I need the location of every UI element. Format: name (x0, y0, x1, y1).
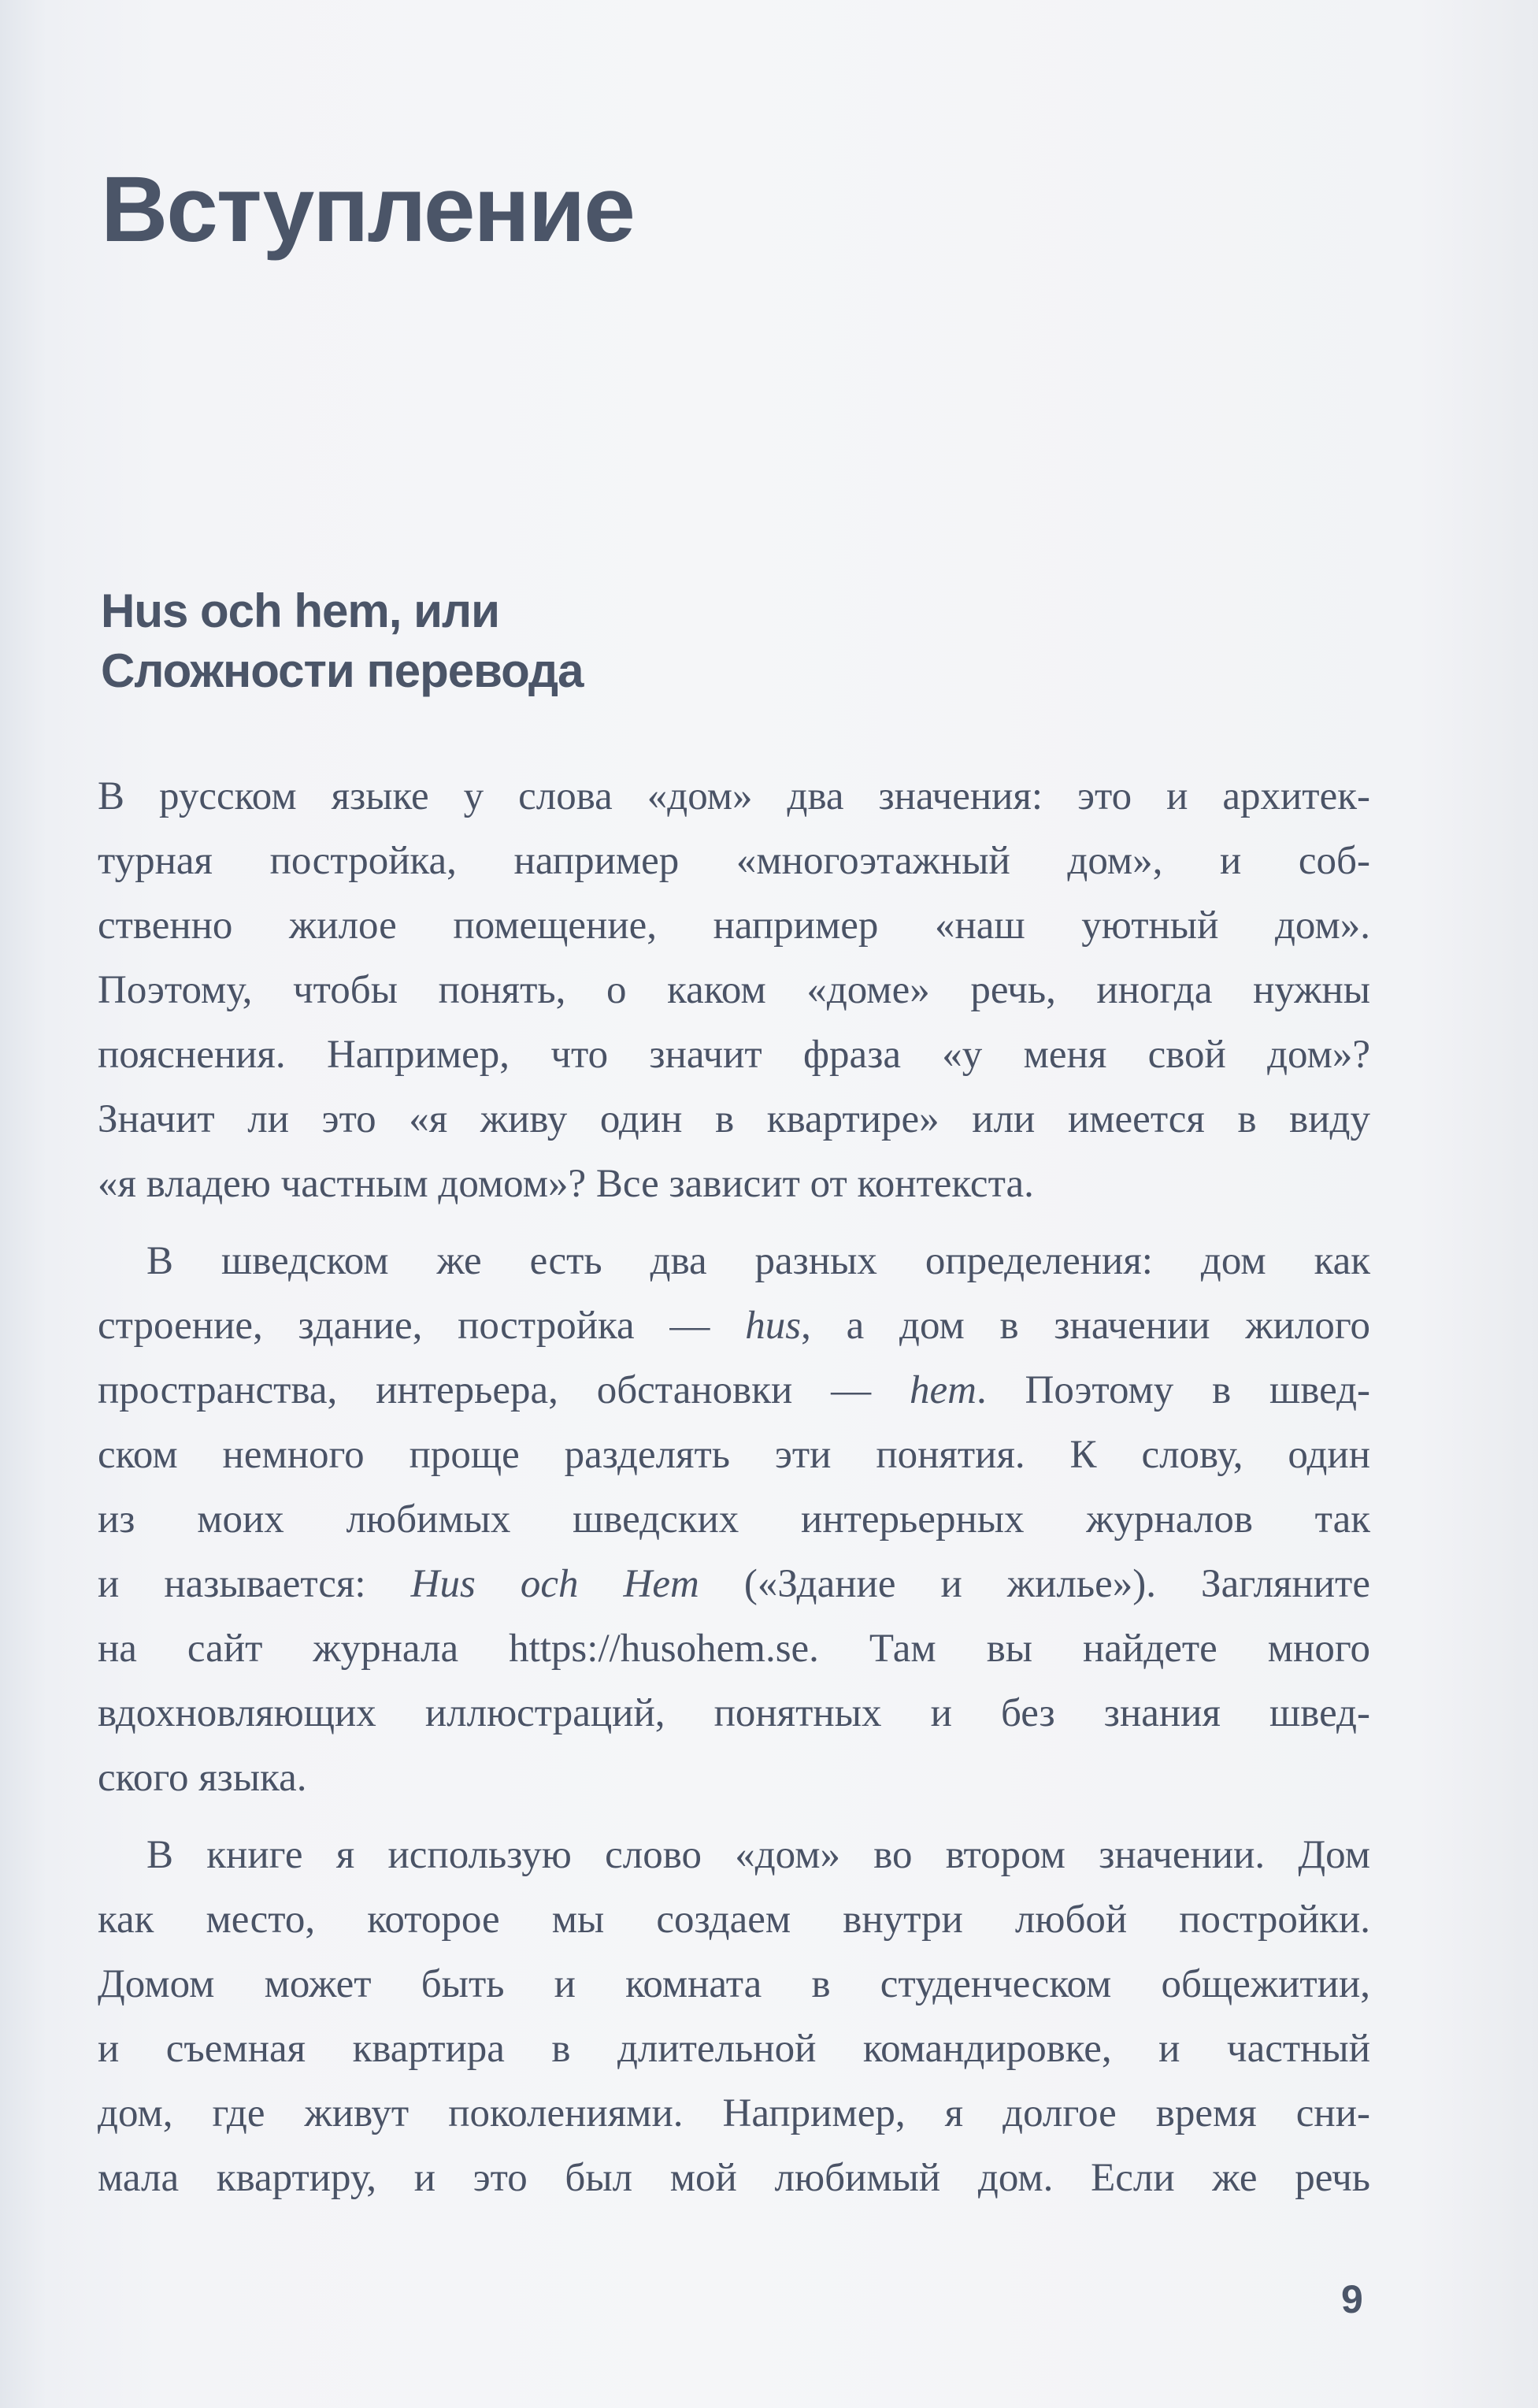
text-run: и называется: (98, 1562, 411, 1606)
text-line: вдохновляющих иллюстраций, понятных и без знания швед- (98, 1691, 1370, 1735)
chapter-title: Вступление (101, 158, 634, 262)
text-run: , а дом в значении жилого (801, 1304, 1371, 1348)
text-line: «я владею частным домом»? Все зависит от контекста. (98, 1162, 1034, 1206)
italic-magazine-title: Hus och Hem (410, 1562, 699, 1606)
text-line: Домом может быть и комната в студенческом общежитии, (98, 1962, 1370, 2006)
text-run: пространства, интерьера, обстановки — (98, 1368, 910, 1412)
text-line: Поэтому, чтобы понять, о каком «доме» речь, иногда нужны (98, 968, 1370, 1012)
text-line: как место, которое мы создаем внутри любой постройки. (98, 1898, 1370, 1942)
text-line: В шведском же есть два разных определения: дом как (146, 1239, 1370, 1283)
page-number: 9 (1341, 2277, 1363, 2321)
body-text (98, 764, 1370, 2210)
text-line: Значит ли это «я живу один в квартире» или имеется в виду (98, 1097, 1370, 1141)
text-run: . Поэтому в швед- (976, 1368, 1371, 1412)
text-line (98, 1293, 1370, 1358)
text-run: («Здание и жилье»). Загляните (699, 1562, 1370, 1606)
section-heading-line-2: Сложности перевода (101, 644, 584, 697)
text-line: мала квартиру, и это был мой любимый дом. Если же речь (98, 2156, 1370, 2200)
text-line: турная постройка, например «многоэтажный дом», и соб- (98, 839, 1370, 883)
text-line: ственно жилое помещение, например «наш уютный дом». (98, 903, 1370, 948)
text-line: В русском языке у слова «дом» два значения: это и архитек- (98, 774, 1370, 818)
section-heading-line-1: Hus och hem, или (101, 584, 499, 637)
text-line (98, 1552, 1370, 1616)
text-line: и съемная квартира в длительной командировке, и частный (98, 2027, 1370, 2071)
text-line: пояснения. Например, что значит фраза «у меня свой дом»? (98, 1033, 1370, 1077)
text-line (98, 1358, 1370, 1423)
paragraph-1 (98, 764, 1370, 1216)
text-line: из моих любимых шведских интерьерных журналов так (98, 1497, 1370, 1542)
text-line: ского языка. (98, 1756, 307, 1800)
section-heading (101, 581, 584, 701)
paragraph-3 (98, 1823, 1370, 2210)
italic-term-hus: hus (745, 1304, 802, 1348)
text-run: строение, здание, постройка — (98, 1304, 746, 1348)
italic-term-hem: hem (909, 1368, 977, 1412)
text-line-with-url: на сайт журнала https://husohem.se. Там вы найдете много (98, 1627, 1370, 1671)
text-line: дом, где живут поколениями. Например, я долгое время сни- (98, 2091, 1370, 2135)
text-line: В книге я использую слово «дом» во втором значении. Дом (146, 1833, 1370, 1877)
text-line: ском немного проще разделять эти понятия. К слову, один (98, 1433, 1370, 1477)
paragraph-2 (98, 1229, 1370, 1810)
